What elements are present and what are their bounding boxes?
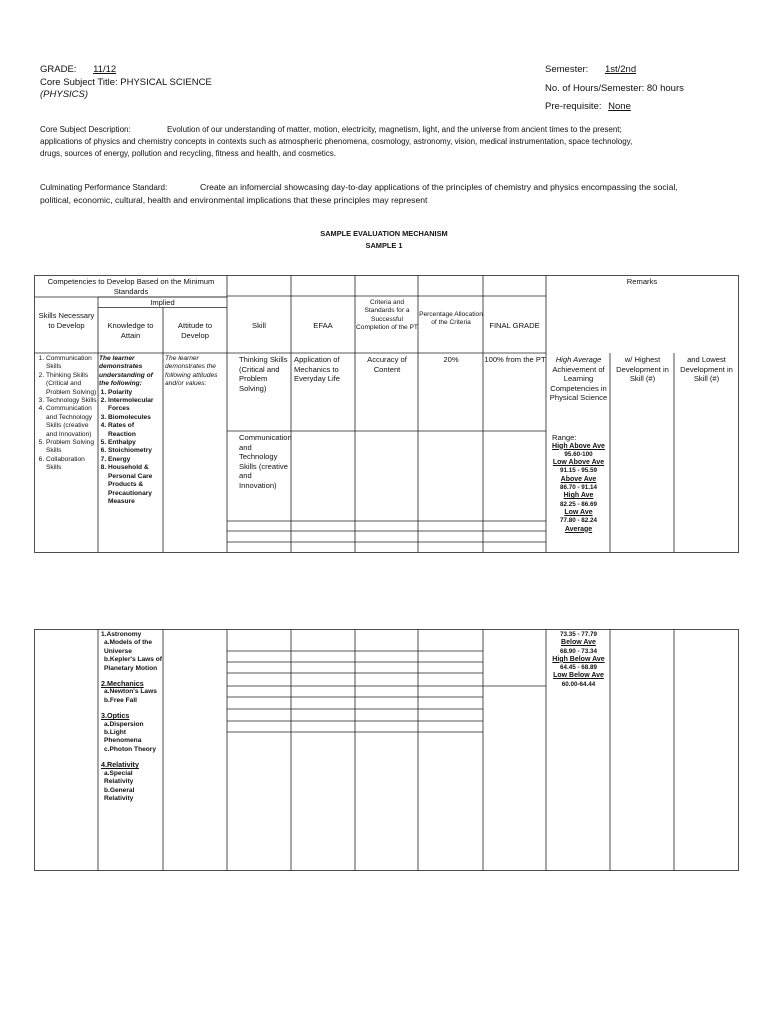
- header-competencies: Competencies to Develop Based on the Minimum Standards: [47, 277, 215, 296]
- topic-title: 4.Relativity: [101, 760, 139, 770]
- header-knowledge: Knowledge to Attain: [107, 321, 154, 340]
- section-title: SAMPLE EVALUATION MECHANISM: [320, 229, 448, 238]
- range-label: Range:: [552, 433, 577, 442]
- topic-item: b.Free Fall: [104, 696, 137, 704]
- range-value: 77.80 - 82.24: [559, 517, 598, 525]
- range-name: High Ave: [563, 492, 594, 500]
- header-skill: Skill: [252, 321, 266, 330]
- list-item: 2. Thinking Skills (Critical and Problem Solving): [46, 372, 97, 397]
- list-item: 2. Intermolecular Forces: [108, 397, 162, 414]
- topic-item: a.Models of the Universe: [104, 639, 152, 655]
- header-implied: Implied: [150, 298, 175, 307]
- prereq-value: None: [608, 101, 631, 112]
- list-item: 8. Household & Personal Care Products & Precautionary Measure: [108, 464, 162, 506]
- performance-label: Culminating Performance Standard:: [40, 183, 168, 192]
- range-value: 64.45 - 68.89: [559, 664, 598, 672]
- range-name: High Above Ave: [552, 442, 605, 450]
- topic-title: 3.Optics: [101, 711, 130, 721]
- topic-item: b.General Relativity: [104, 786, 135, 802]
- grade-label: GRADE:: [40, 64, 77, 75]
- range-value: 86.70 - 91.14: [559, 484, 598, 492]
- attitude-cell: The learner demonstrates the following attitudes and/or values:: [165, 355, 218, 388]
- hours-line: No. of Hours/Semester: 80 hours: [545, 83, 684, 94]
- list-item: 7. Energy: [108, 456, 162, 464]
- remarks-italic: High Average: [555, 355, 602, 364]
- range-name: Low Below Ave: [553, 672, 604, 680]
- topic-item: a.Dispersion: [104, 720, 144, 728]
- skill-row1: Thinking Skills (Critical and Problem Solving): [239, 355, 288, 393]
- knowledge-cell: [99, 355, 162, 506]
- description-text-3: drugs, sources of energy, pollution and recycling, fitness and health, and cosmetics.: [40, 149, 337, 158]
- list-item: 6. Collaboration Skills: [46, 456, 97, 473]
- topic-item: c.Photon Theory: [104, 745, 157, 753]
- final-grade-row1: 100% from the PT: [484, 355, 546, 364]
- header-efaa: EFAA: [313, 321, 333, 330]
- semester-label: Semester:: [545, 64, 589, 75]
- skill-row2: Communication and Technology Skills (creative and Innovation): [239, 433, 292, 490]
- list-item: 1. Polarity: [108, 389, 162, 397]
- range-value: 82.25 - 86.69: [559, 500, 598, 508]
- skills-list: [36, 355, 97, 473]
- range-value: 68.90 - 73.34: [559, 647, 598, 655]
- topic-item: b.Kepler's Laws of Planetary Motion: [104, 656, 162, 672]
- range-value: 73.35 - 77.79: [559, 631, 598, 638]
- remarks-rest: Achievement of Learning Competencies in Physical Science: [549, 364, 608, 403]
- header-final-grade: FINAL GRADE: [489, 321, 540, 330]
- performance-text-1: Create an infomercial showcasing day-to-day applications of the principles of chemistry and physics encompassing the social,: [200, 182, 678, 192]
- range-name: Low Above Ave: [552, 459, 605, 467]
- subject-title: Core Subject Title: PHYSICAL SCIENCE: [40, 77, 212, 88]
- list-item: 5. Enthalpy: [108, 439, 162, 447]
- list-item: 1. Communication Skills: [46, 355, 97, 372]
- percentage-row1: 20%: [443, 355, 459, 364]
- description-text-1: Evolution of our understanding of matter, motion, electricity, magnetism, light, and the universe from ancient times to the present;: [167, 125, 622, 134]
- range-name: High Below Ave: [552, 655, 605, 663]
- remarks-and: and Lowest Development in Skill (#): [680, 355, 733, 384]
- header-percentage: Percentage Allocation of the Criteria: [419, 311, 483, 327]
- list-item: 3. Technology Skills: [46, 397, 97, 405]
- list-item: 3. Biomolecules: [108, 414, 162, 422]
- topic-title: 1.Astronomy: [101, 631, 142, 638]
- topics-cell: [101, 631, 162, 803]
- efaa-row1: Application of Mechanics to Everyday Life: [294, 355, 341, 384]
- topic-title: 2.Mechanics: [101, 679, 144, 689]
- grade-value: 11/12: [93, 64, 117, 75]
- remarks-w: w/ Highest Development in Skill (#): [616, 355, 669, 384]
- range-name: Low Ave: [564, 508, 593, 516]
- list-item: 4. Communication and Technology Skills (creative and Innovation): [46, 405, 97, 439]
- semester-value: 1st/2nd: [604, 64, 637, 75]
- subject-subtitle: (PHYSICS): [40, 89, 89, 100]
- range-name: Average: [564, 525, 593, 533]
- remarks-main: [547, 355, 610, 403]
- header-remarks: Remarks: [626, 277, 658, 286]
- performance-text-2: political, economic, cultural, health and environmental implications that these principles may represent: [40, 195, 428, 205]
- range-value: 91.15 - 95.59: [559, 467, 598, 475]
- description-label: Core Subject Description:: [40, 125, 131, 134]
- list-item: 4. Rates of Reaction: [108, 422, 162, 439]
- list-item: 6. Stoichiometry: [108, 447, 162, 455]
- range-value: 60.00-64.44: [561, 680, 596, 688]
- range-name: Above Ave: [560, 475, 597, 483]
- range-block-2: [547, 631, 610, 689]
- header-criteria: Criteria and Standards for a Successful Completion of the PT: [356, 299, 418, 332]
- range-value: 95.60-100: [564, 450, 593, 458]
- topic-item: b.Light Phenomena: [104, 729, 142, 745]
- description-text-2: applications of physics and chemistry concepts in contexts such as atmospheric phenomena, cosmology, astronomy, vision, medical instrumentation, space technology,: [40, 137, 633, 146]
- criteria-row1: Accuracy of Content: [367, 355, 407, 374]
- range-block-1: [547, 433, 610, 534]
- range-name: Below Ave: [561, 639, 596, 647]
- knowledge-intro: The learner demonstrates understanding of the following:: [99, 355, 153, 388]
- header-attitude: Attitude to Develop: [177, 321, 213, 340]
- topic-item: a.Special Relativity: [104, 769, 134, 786]
- header-skills: Skills Necessary to Develop: [38, 311, 95, 330]
- prereq-label: Pre-requisite:: [545, 101, 602, 112]
- list-item: 5. Problem Solving Skills: [46, 439, 97, 456]
- topic-item: a.Newton's Laws: [104, 688, 157, 696]
- section-subtitle: SAMPLE 1: [365, 241, 403, 250]
